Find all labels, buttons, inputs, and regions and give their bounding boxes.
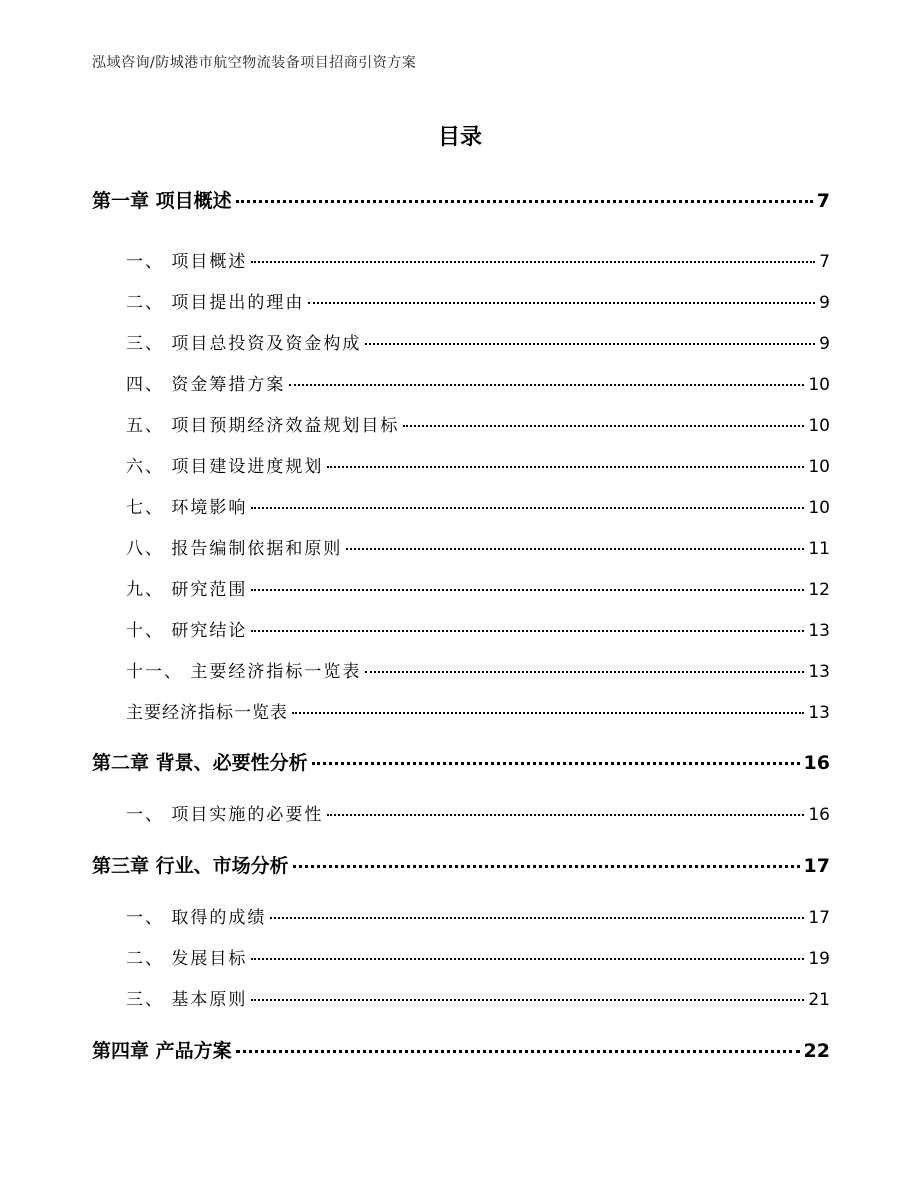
toc-entry-label: 第一章 项目概述 — [92, 190, 232, 212]
toc-entry-section[interactable] — [126, 493, 830, 518]
toc-entry-chapter-4[interactable] — [92, 1036, 830, 1063]
toc-entry-label: 第四章 产品方案 — [92, 1040, 232, 1062]
toc-entry-section[interactable] — [126, 411, 830, 436]
toc-entry-label: 第二章 背景、必要性分析 — [92, 752, 308, 774]
toc-entry-chapter-1[interactable] — [92, 186, 830, 213]
toc-entry-label: 一、 取得的成绩 — [126, 908, 267, 928]
dot-leader — [346, 548, 804, 550]
toc-entry-page: 12 — [808, 580, 830, 600]
toc-entry-label: 六、 项目建设进度规划 — [126, 457, 324, 477]
toc-title: 目录 — [437, 125, 482, 150]
toc-entry-page: 13 — [808, 703, 830, 723]
dot-leader — [327, 466, 804, 468]
toc-entry-page: 10 — [808, 498, 830, 518]
toc-entry-section[interactable] — [126, 985, 830, 1010]
toc-entry-section[interactable] — [126, 534, 830, 559]
dot-leader — [308, 302, 815, 304]
toc-entry-label: 第三章 行业、市场分析 — [92, 855, 289, 877]
dot-leader — [312, 762, 800, 765]
dot-leader — [293, 865, 800, 868]
dot-leader — [236, 1050, 800, 1053]
dot-leader — [236, 200, 813, 203]
toc-entry-label: 三、 项目总投资及资金构成 — [126, 334, 362, 354]
toc-entry-label: 十、 研究结论 — [126, 621, 248, 641]
toc-entry-page: 13 — [808, 621, 830, 641]
toc-entry-page: 16 — [803, 752, 830, 774]
toc-entry-section[interactable] — [126, 329, 830, 354]
toc-entry-section[interactable] — [126, 575, 830, 600]
toc-entry-page: 16 — [808, 805, 830, 825]
toc-entry-chapter-3[interactable] — [92, 851, 830, 878]
toc-entry-section[interactable] — [126, 698, 830, 723]
toc-entry-page: 21 — [808, 990, 830, 1010]
dot-leader — [289, 384, 804, 386]
toc-entry-page: 11 — [808, 539, 830, 559]
toc-entry-section[interactable] — [126, 288, 830, 313]
toc-entry-section[interactable] — [126, 903, 830, 928]
toc-entry-page: 22 — [803, 1040, 830, 1062]
toc-entry-section[interactable] — [126, 452, 830, 477]
toc-entry-section[interactable] — [126, 247, 830, 272]
dot-leader — [365, 671, 804, 673]
dot-leader — [251, 958, 804, 960]
dot-leader — [270, 917, 804, 919]
toc-entry-label: 二、 发展目标 — [126, 949, 248, 969]
toc-entry-page: 7 — [816, 190, 830, 212]
toc-entry-label: 三、 基本原则 — [126, 990, 248, 1010]
toc-entry-section[interactable] — [126, 657, 830, 682]
toc-entry-label: 八、 报告编制依据和原则 — [126, 539, 343, 559]
toc-entry-page: 10 — [808, 416, 830, 436]
toc-entry-label: 一、 项目实施的必要性 — [126, 805, 324, 825]
toc-entry-label: 一、 项目概述 — [126, 252, 248, 272]
toc-entry-section[interactable] — [126, 944, 830, 969]
dot-leader — [292, 712, 804, 714]
toc-entry-section[interactable] — [126, 616, 830, 641]
toc-entry-label: 二、 项目提出的理由 — [126, 293, 305, 313]
dot-leader — [251, 999, 804, 1001]
dot-leader — [251, 589, 804, 591]
toc-entry-label: 十一、 主要经济指标一览表 — [126, 662, 362, 682]
toc-entry-page: 10 — [808, 457, 830, 477]
toc-entry-label: 五、 项目预期经济效益规划目标 — [126, 416, 400, 436]
toc-entry-section[interactable] — [126, 370, 830, 395]
toc-entry-page: 17 — [808, 908, 830, 928]
toc-entry-section[interactable] — [126, 800, 830, 825]
dot-leader — [327, 814, 804, 816]
toc-entry-page: 17 — [803, 855, 830, 877]
toc-entry-label: 四、 资金筹措方案 — [126, 375, 286, 395]
dot-leader — [403, 425, 804, 427]
dot-leader — [365, 343, 815, 345]
dot-leader — [251, 507, 804, 509]
toc-entry-page: 9 — [819, 293, 830, 313]
dot-leader — [251, 630, 804, 632]
dot-leader — [251, 261, 815, 263]
toc-entry-label: 主要经济指标一览表 — [126, 703, 288, 723]
toc-entry-page: 13 — [808, 662, 830, 682]
toc-entry-chapter-2[interactable] — [92, 748, 830, 775]
document-header: 泓域咨询/防城港市航空物流装备项目招商引资方案 — [92, 55, 417, 71]
toc-entry-label: 九、 研究范围 — [126, 580, 248, 600]
toc-entry-page: 10 — [808, 375, 830, 395]
toc-entry-label: 七、 环境影响 — [126, 498, 248, 518]
toc-entry-page: 7 — [819, 252, 830, 272]
toc-entry-page: 9 — [819, 334, 830, 354]
toc-entry-page: 19 — [808, 949, 830, 969]
